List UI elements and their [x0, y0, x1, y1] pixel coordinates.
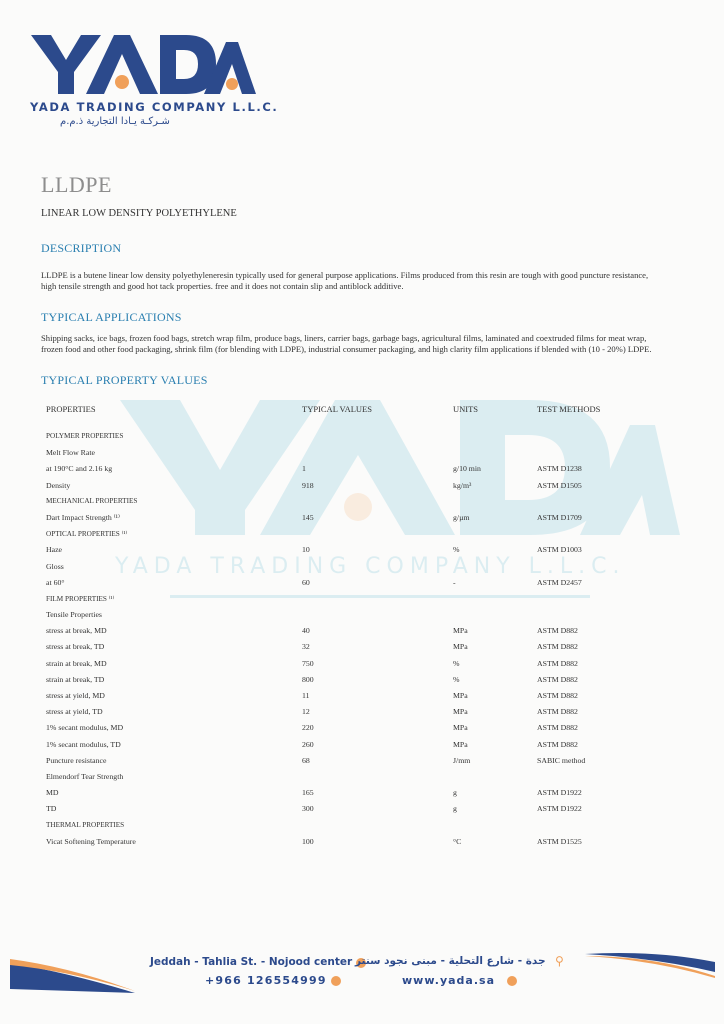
table-row — [46, 772, 646, 788]
unit-cell: MPa — [453, 691, 468, 700]
unit-cell: J/mm — [453, 755, 471, 765]
value-cell: 145 — [302, 512, 314, 522]
description-title: DESCRIPTION — [41, 241, 122, 255]
table-row — [46, 545, 646, 561]
table-header — [46, 404, 646, 432]
value-cell: 1 — [302, 464, 306, 474]
value-cell: 260 — [302, 739, 314, 749]
property-table — [46, 404, 646, 853]
company-name-en: YADA TRADING COMPANY L.L.C. — [30, 100, 279, 114]
value-cell: 100 — [302, 836, 314, 846]
value-cell: 165 — [302, 788, 314, 798]
table-body — [46, 432, 646, 853]
table-row — [46, 788, 646, 804]
property-cell: Puncture resistance — [46, 755, 107, 765]
table-row — [46, 432, 646, 448]
unit-cell: kg/m³ — [453, 480, 472, 490]
value-cell: 220 — [302, 723, 314, 733]
unit-cell: % — [453, 545, 460, 555]
table-row — [46, 707, 646, 723]
table-row — [46, 610, 646, 626]
method-cell: ASTM D1922 — [537, 804, 582, 814]
method-cell: ASTM D882 — [537, 723, 578, 733]
product-name: LINEAR LOW DENSITY POLYETHYLENE — [41, 208, 237, 219]
company-name-ar: شـركـة يـادا التجارية ذ.م.م — [60, 116, 170, 127]
property-cell: MECHANICAL PROPERTIES — [46, 496, 138, 505]
header-test-methods: TEST METHODS — [537, 404, 601, 414]
property-cell: stress at break, MD — [46, 626, 107, 636]
property-cell: Melt Flow Rate — [46, 448, 95, 458]
unit-cell: MPa — [453, 642, 468, 652]
unit-cell: MPa — [453, 707, 468, 717]
header-units: UNITS — [453, 404, 479, 414]
property-cell: stress at break, TD — [46, 642, 105, 652]
property-cell: Elmendorf Tear Strength — [46, 771, 124, 781]
property-cell: strain at break, TD — [46, 674, 105, 684]
footer-swoosh-left — [10, 955, 135, 995]
table-row — [46, 497, 646, 513]
unit-cell: g/µm — [453, 512, 470, 522]
property-cell: 1% secant modulus, MD — [46, 723, 124, 733]
table-row — [46, 578, 646, 594]
method-cell: ASTM D882 — [537, 658, 578, 668]
method-cell: ASTM D882 — [537, 739, 578, 749]
value-cell: 12 — [302, 707, 310, 717]
method-cell: ASTM D1709 — [537, 512, 582, 522]
property-cell: FILM PROPERTIES ⁽¹⁾ — [46, 594, 115, 603]
unit-cell: MPa — [453, 723, 468, 733]
value-cell: 11 — [302, 691, 310, 700]
value-cell: 60 — [302, 577, 310, 587]
unit-cell: % — [453, 658, 460, 668]
unit-cell: MPa — [453, 626, 468, 636]
value-cell: 32 — [302, 642, 310, 652]
method-cell: ASTM D882 — [537, 691, 578, 700]
value-cell: 300 — [302, 804, 314, 814]
method-cell: SABIC method — [537, 755, 586, 765]
property-cell: THERMAL PROPERTIES — [46, 820, 125, 829]
method-cell: ASTM D882 — [537, 674, 578, 684]
table-row — [46, 723, 646, 739]
property-cell: stress at yield, MD — [46, 691, 105, 700]
table-row — [46, 804, 646, 820]
value-cell: 800 — [302, 674, 314, 684]
property-cell: Haze — [46, 545, 63, 555]
footer-website[interactable]: www.yada.sa — [402, 974, 496, 987]
footer-swoosh-right — [585, 950, 715, 990]
method-cell: ASTM D1505 — [537, 480, 582, 490]
svg-text:YADA TRADING COMPANY L.L.C.: YADA TRADING COMPANY L.L.C. — [115, 554, 626, 579]
value-cell: 750 — [302, 658, 314, 668]
header-properties: PROPERTIES — [46, 404, 96, 414]
table-row — [46, 756, 646, 772]
table-row — [46, 448, 646, 464]
property-cell: MD — [46, 788, 59, 798]
property-cell: OPTICAL PROPERTIES ⁽¹⁾ — [46, 530, 128, 539]
property-cell: stress at yield, TD — [46, 707, 103, 717]
table-row — [46, 837, 646, 853]
property-cell: strain at break, MD — [46, 658, 107, 668]
table-row — [46, 675, 646, 691]
value-cell: 10 — [302, 545, 310, 555]
table-row — [46, 740, 646, 756]
unit-cell: g — [453, 788, 457, 798]
unit-cell: % — [453, 674, 460, 684]
value-cell: 68 — [302, 755, 310, 765]
table-row — [46, 529, 646, 545]
value-cell: 40 — [302, 626, 310, 636]
property-cell: at 60° — [46, 577, 65, 587]
unit-cell: g/10 min — [453, 464, 481, 474]
property-cell: 1% secant modulus, TD — [46, 739, 121, 749]
method-cell: ASTM D1525 — [537, 836, 582, 846]
method-cell: ASTM D882 — [537, 626, 578, 636]
table-row — [46, 594, 646, 610]
unit-cell: MPa — [453, 739, 468, 749]
location-icon: ⚲ — [555, 954, 564, 968]
table-row — [46, 626, 646, 642]
value-cell: 918 — [302, 480, 314, 490]
property-cell: Dart Impact Strength ⁽¹⁾ — [46, 512, 120, 522]
footer-phone[interactable]: +966 126554999 — [205, 974, 327, 987]
properties-title: TYPICAL PROPERTY VALUES — [41, 373, 208, 387]
property-cell: Gloss — [46, 561, 64, 571]
property-cell: TD — [46, 804, 57, 814]
table-row — [46, 513, 646, 529]
method-cell: ASTM D882 — [537, 642, 578, 652]
table-row — [46, 481, 646, 497]
method-cell: ASTM D1922 — [537, 788, 582, 798]
unit-cell: °C — [453, 836, 462, 846]
table-row — [46, 691, 646, 707]
property-cell: at 190°C and 2.16 kg — [46, 464, 113, 474]
applications-title: TYPICAL APPLICATIONS — [41, 310, 182, 324]
method-cell: ASTM D1238 — [537, 464, 582, 474]
table-row — [46, 562, 646, 578]
property-cell: POLYMER PROPERTIES — [46, 432, 124, 440]
property-cell: Vicat Softening Temperature — [46, 836, 136, 846]
table-row — [46, 659, 646, 675]
footer-address-en: Jeddah - Tahlia St. - Nojood center — [150, 956, 353, 968]
table-row — [46, 464, 646, 480]
header-typical-values: TYPICAL VALUES — [302, 404, 372, 414]
applications-text: Shipping sacks, ice bags, frozen food bags, stretch wrap film, produce bags, liners, carrier bags, garbage bags, agricultural films, laminated and coextruded films for meat wrap, frozen food and other food packaging, shrink film (for blending with LDPE), industrial consumer packaging, and high clarity film applications if blended with (10 - 20%) LDPE. — [41, 333, 652, 354]
property-cell: Tensile Properties — [46, 610, 102, 620]
unit-cell: g — [453, 804, 457, 814]
method-cell: ASTM D2457 — [537, 577, 582, 587]
method-cell: ASTM D882 — [537, 707, 578, 717]
product-code: LLDPE — [41, 172, 112, 197]
property-cell: Density — [46, 480, 71, 490]
table-row — [46, 642, 646, 658]
method-cell: ASTM D1003 — [537, 545, 582, 555]
table-row — [46, 821, 646, 837]
phone-icon — [331, 976, 341, 986]
globe-icon — [507, 976, 517, 986]
footer-address-ar: جدة - شارع التحلية - مبنى نجود سنتر — [355, 955, 546, 967]
description-text: LLDPE is a butene linear low density polyethyleneresin typically used for general purpose applications. Films produced from this resin are tough with good puncture resistance, high tensile strength and good hot tack properties. free and it does not contain slip and antiblock additive. — [41, 270, 649, 291]
unit-cell: - — [453, 577, 456, 587]
